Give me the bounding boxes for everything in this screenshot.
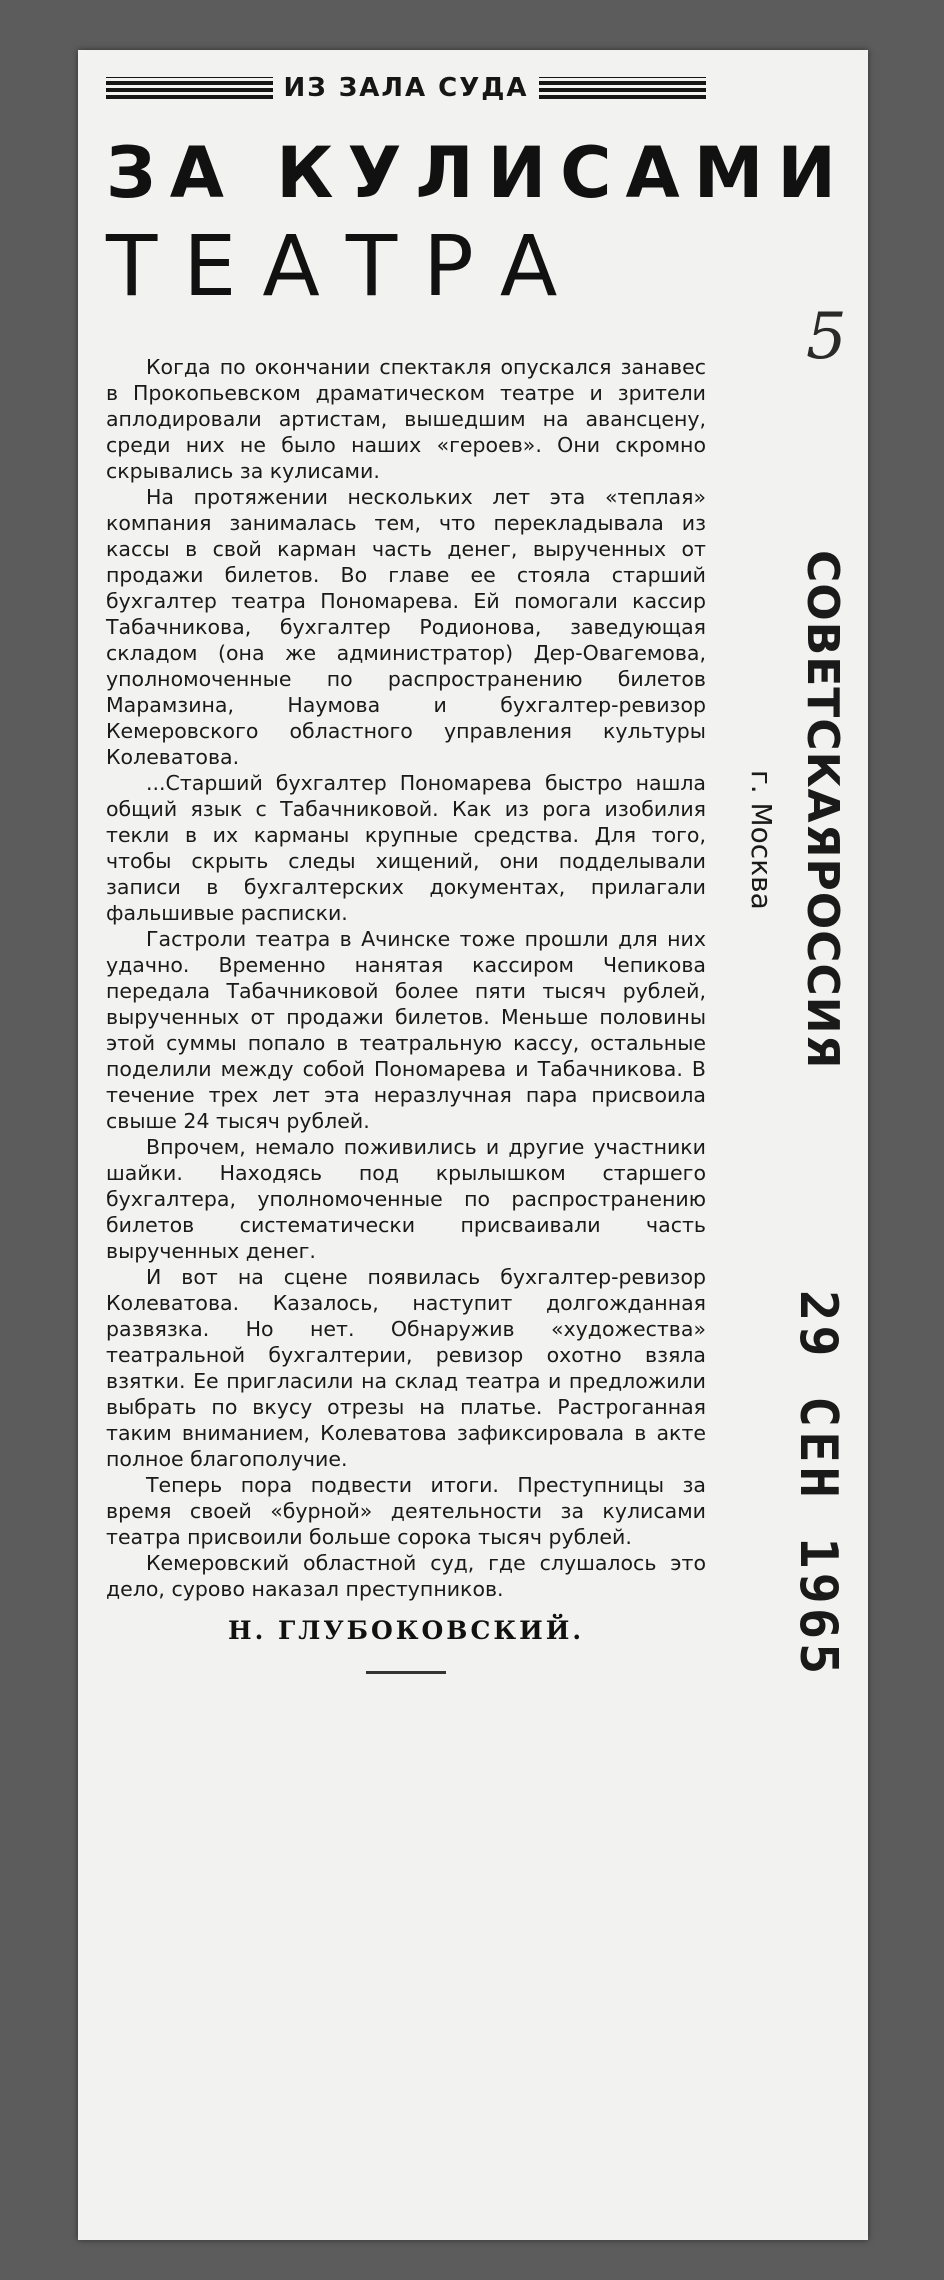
rubric-bar-left <box>106 77 273 99</box>
rubric-bar-right <box>539 77 706 99</box>
rubric-label: ИЗ ЗАЛА СУДА <box>283 73 529 103</box>
closing-rule <box>366 1671 446 1674</box>
rubric-header <box>106 68 706 108</box>
article-paragraph: Впрочем, немало поживились и другие участники шайки. Находясь под крылышком старшего бухгалтера, уполномоченные по распространению билетов систематически присваивали часть вырученных денег. <box>106 1135 706 1263</box>
article-body <box>106 354 706 1602</box>
stamp-city: г. Москва <box>745 770 778 910</box>
article-paragraph: На протяжении нескольких лет эта «теплая» компания занималась тем, что перекладывала из кассы в свой карман часть денег, вырученных от продажи билетов. Во главе ее стояла старший бухгалтер театра Пономарева. Ей помогали кассир Табачникова, бухгалтер Родионова, заведующая складом (она же администратор) Дер-Овагемова, уполномоченные по распространению билетов Марамзина, Наумова и бухгалтер-ревизор Кемеровского областного управления культуры Колеватова. <box>106 485 706 769</box>
handwritten-mark: 5 <box>806 300 847 374</box>
headline-line2: ТЕАТРА <box>106 217 584 315</box>
article-paragraph: И вот на сцене появилась бухгалтер-ревизор Колеватова. Казалось, наступит долгожданная развязка. Но нет. Обнаружив «художества» театральной бухгалтерии, ревизор охотно взяла взятки. Ее пригласили на склад театра и предложили выбрать по вкусу отрезы на платье. Растроганная таким вниманием, Колеватова зафиксировала в акте полное благополучие. <box>106 1265 706 1471</box>
stamp-date: 29 СЕН 1965 <box>788 1290 848 1679</box>
stamp-newspaper-name: СОВЕТСКАЯРОССИЯ <box>797 550 848 1070</box>
article-paragraph: Теперь пора подвести итоги. Преступницы за время своей «бурной» деятельности за кулисами театра присвоили больше сорока тысяч рублей. <box>106 1473 706 1549</box>
article-paragraph: ...Старший бухгалтер Пономарева быстро нашла общий язык с Табачниковой. Как из рога изобилия текли в их карманы крупные средства. Для того, чтобы скрыть следы хищений, они подделывали записи в бухгалтерских документах, прилагали фальшивые расписки. <box>106 771 706 925</box>
article-paragraph: Кемеровский областной суд, где слушалось это дело, сурово наказал преступников. <box>106 1551 706 1601</box>
article-paragraph: Гастроли театра в Ачинске тоже прошли для них удачно. Временно нанятая кассиром Чепикова передала Табачниковой более пяти тысяч рублей, вырученных от продажи билетов. Меньше половины этой суммы попало в театральную кассу, остальные поделили между собой Пономарева и Табачникова. В течение трех лет эта неразлучная пара присвоила свыше 24 тысяч рублей. <box>106 927 706 1133</box>
newspaper-clipping <box>78 50 868 2240</box>
headline-line1: ЗА КУЛИСАМИ <box>106 132 850 214</box>
article-paragraph: Когда по окончании спектакля опускался занавес в Прокопьевском драматическом театре и зрители аплодировали артистам, вышедшим на авансцену, среди них не было наших «героев». Они скромно скрывались за кулисами. <box>106 355 706 483</box>
author-byline: Н. ГЛУБОКОВСКИЙ. <box>227 1616 585 1645</box>
